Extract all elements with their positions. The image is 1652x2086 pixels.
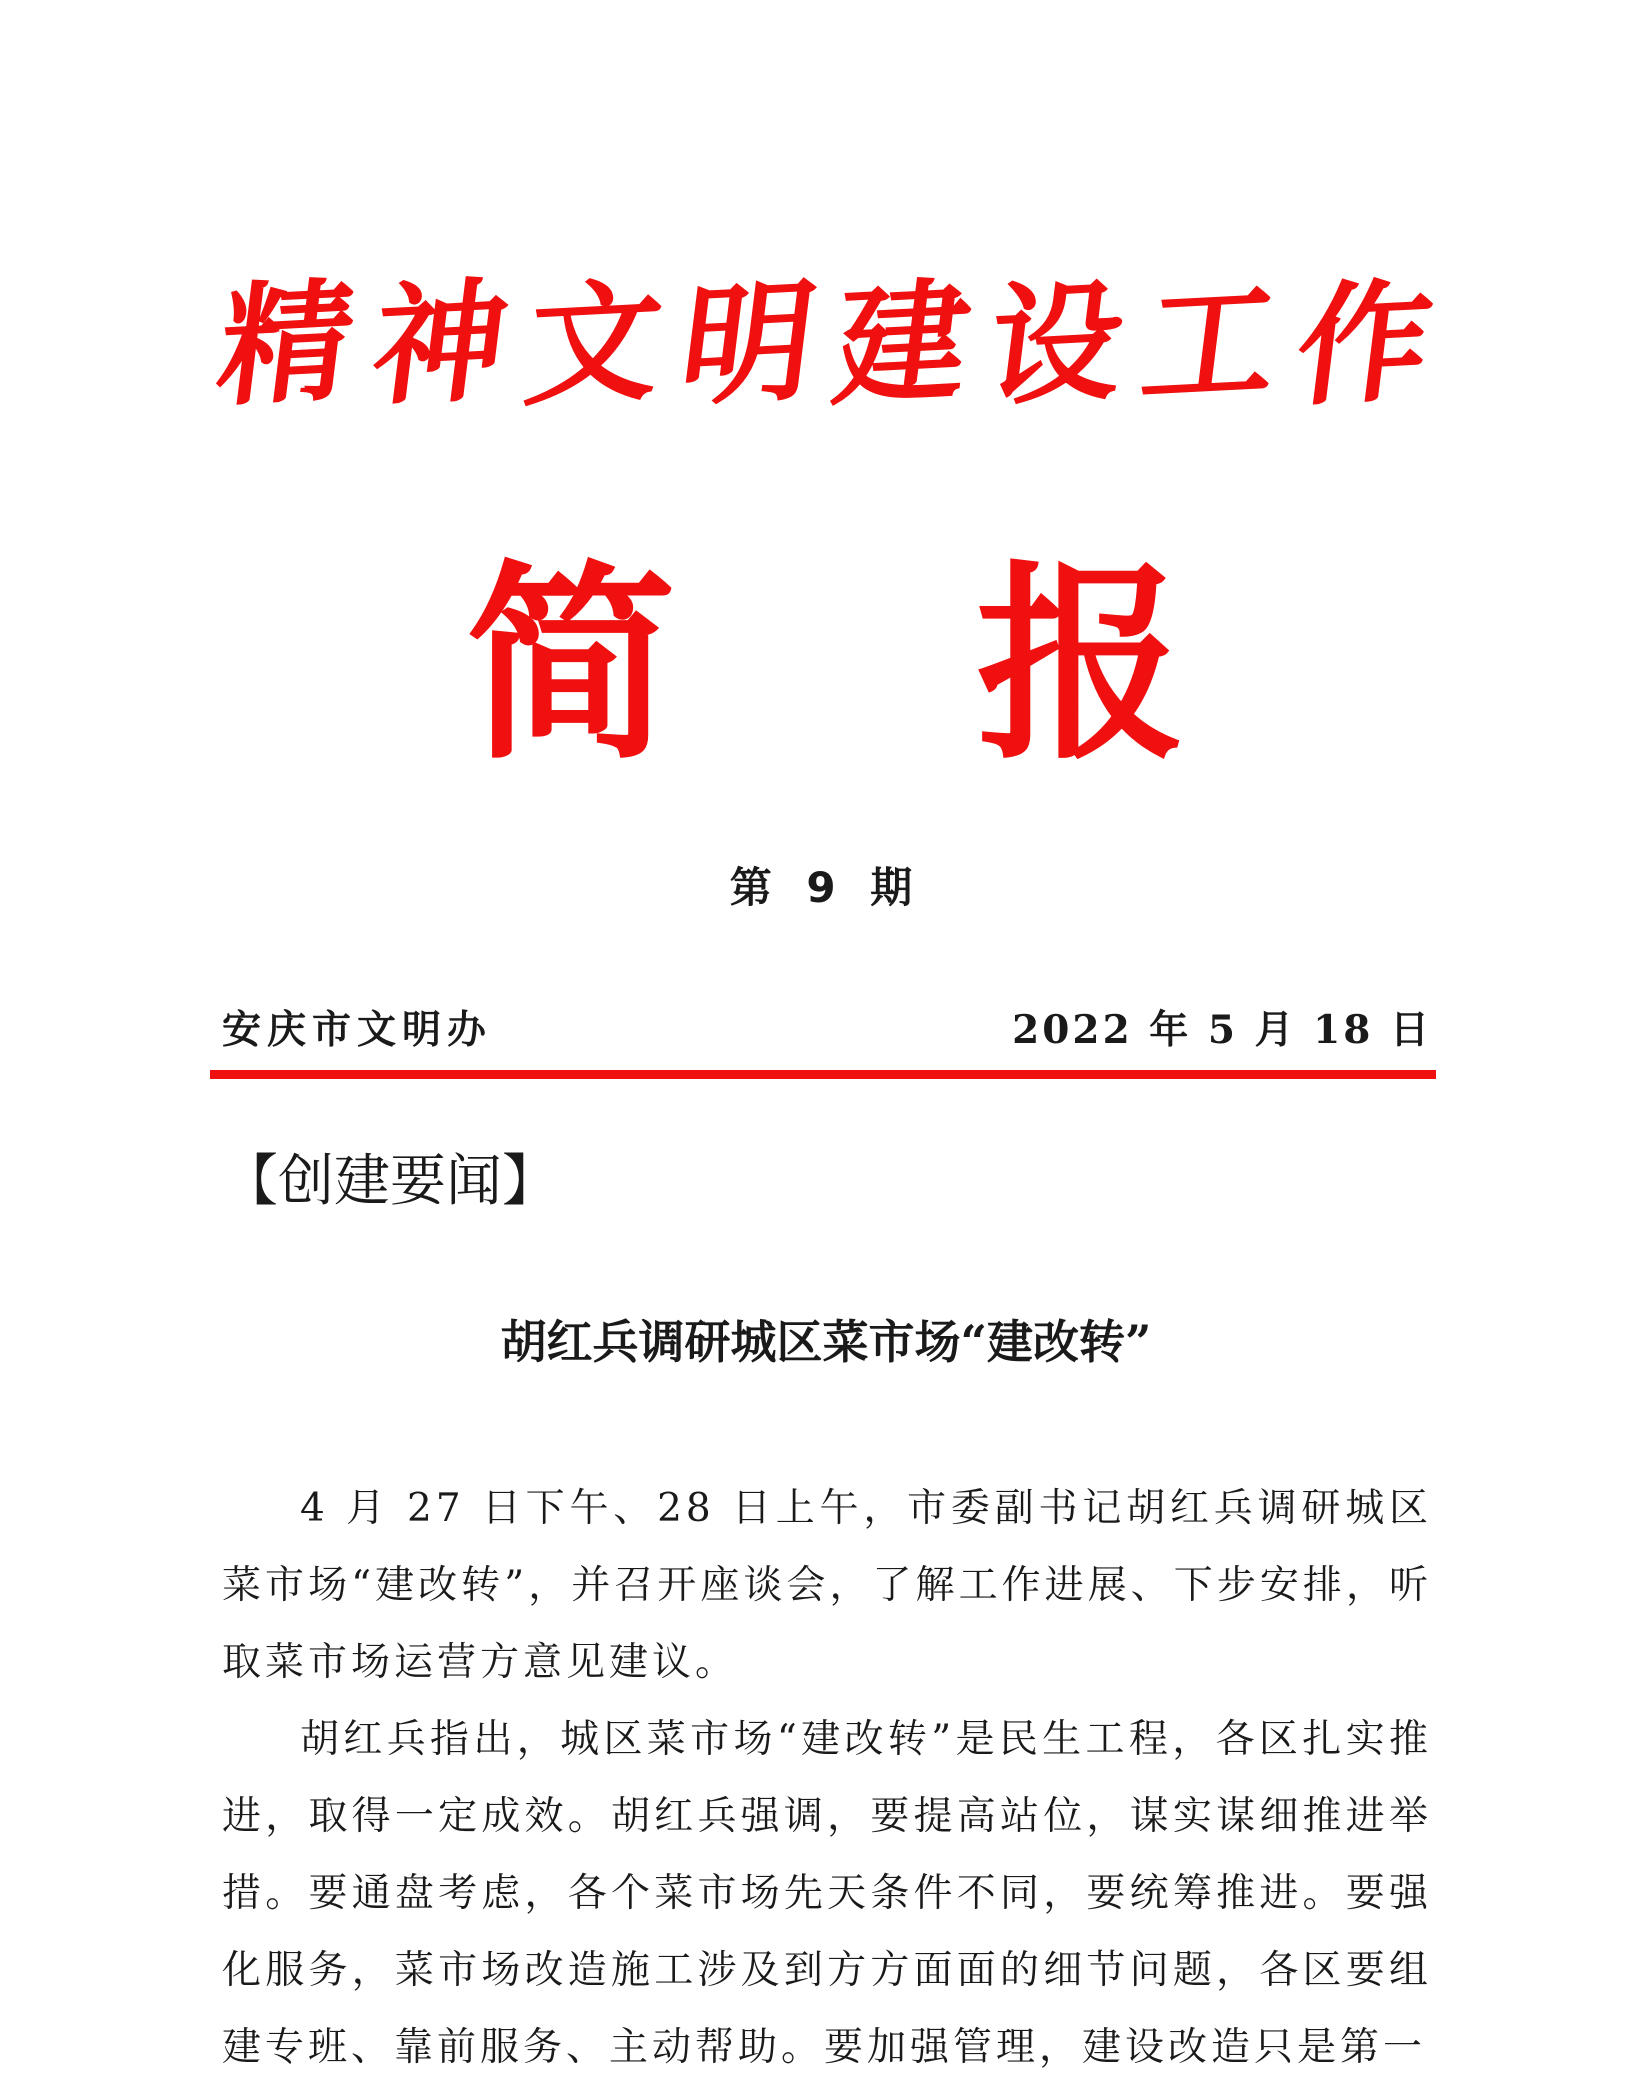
- masthead-char: 建: [825, 263, 979, 426]
- masthead-char: 工: [1133, 263, 1287, 426]
- section-tag: 【创建要闻】: [222, 1149, 558, 1214]
- paragraph: 4 月 27 日下午、28 日上午，市委副书记胡红兵调研城区菜市场“建改转”，并召开座谈会，了解工作进展、下步安排，听取菜市场运营方意见建议。: [222, 1486, 1432, 1685]
- masthead-char: 文: [517, 263, 671, 426]
- article-headline: 胡红兵调研城区菜市场“建改转”: [500, 1315, 1152, 1369]
- issue-date: 2022 年 5 月 18 日: [1012, 1007, 1432, 1053]
- subtitle-char: 简: [465, 541, 676, 788]
- masthead-char: 神: [363, 263, 517, 426]
- masthead-char: 作: [1287, 263, 1441, 426]
- masthead-char: 明: [671, 263, 825, 426]
- issuer: 安庆市文明办: [222, 1007, 493, 1053]
- meta-row: [222, 1003, 1432, 1057]
- subtitle-char: 报: [976, 541, 1187, 788]
- red-divider: [210, 1070, 1436, 1079]
- masthead-title: [209, 263, 1441, 426]
- paragraph: 胡红兵指出，城区菜市场“建改转”是民生工程，各区扎实推进，取得一定成效。胡红兵强调，要提高站位，谋实谋细推进举措。要通盘考虑，各个菜市场先天条件不同，要统筹推进。要强化服务，菜市场改造施工涉及到方方面面的细节问题，各区要组建专班、靠前服务、主动帮助。要加强管理，建设改造只是第一: [222, 1717, 1432, 2070]
- masthead-char: 设: [979, 263, 1133, 426]
- article-body: [222, 1470, 1432, 2086]
- issue-number: 第 9 期: [729, 863, 923, 912]
- masthead-char: 精: [209, 263, 363, 426]
- masthead-subtitle: [0, 541, 1652, 788]
